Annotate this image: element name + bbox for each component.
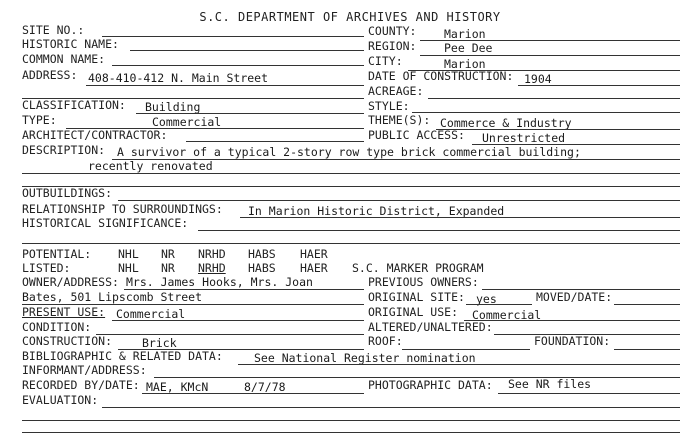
evaluation-label: EVALUATION: bbox=[22, 393, 99, 407]
photographic-data-value: See NR files bbox=[508, 377, 592, 391]
city-label: CITY: bbox=[368, 54, 403, 68]
altered-unaltered-label: ALTERED/UNALTERED: bbox=[368, 320, 493, 334]
original-use-label: ORIGINAL USE: bbox=[368, 305, 459, 319]
potential-option-haer: HAER bbox=[300, 247, 328, 261]
county-value: Marion bbox=[444, 27, 486, 41]
bibliographic-value: See National Register nomination bbox=[254, 351, 476, 365]
themes-label: THEME(S): bbox=[368, 113, 431, 127]
description-line-2 bbox=[22, 173, 680, 174]
roof-label: ROOF: bbox=[368, 334, 403, 348]
potential-label: POTENTIAL: bbox=[22, 247, 92, 261]
moved-date-label: MOVED/DATE: bbox=[536, 290, 613, 304]
sc-marker-program-label: S.C. MARKER PROGRAM bbox=[352, 261, 484, 275]
construction-label: CONSTRUCTION: bbox=[22, 334, 113, 348]
roof-line bbox=[402, 349, 530, 350]
address-label: ADDRESS: bbox=[22, 68, 78, 82]
region-value: Pee Dee bbox=[444, 41, 493, 55]
themes-line bbox=[436, 129, 680, 130]
description-label: DESCRIPTION: bbox=[22, 143, 106, 157]
potential-option-nhl: NHL bbox=[118, 247, 139, 261]
historical-significance-line bbox=[198, 230, 680, 231]
present-use-value: Commercial bbox=[116, 307, 186, 321]
significance-line-2 bbox=[22, 243, 680, 244]
architect-line bbox=[186, 141, 364, 142]
owner-address-label: OWNER/ADDRESS: bbox=[22, 275, 119, 289]
listed-option-habs: HABS bbox=[248, 261, 276, 275]
present-use-line bbox=[112, 320, 364, 321]
address-line bbox=[86, 85, 364, 86]
original-use-value: Commercial bbox=[472, 308, 542, 322]
bibliographic-line bbox=[238, 364, 680, 365]
evaluation-line-1 bbox=[102, 407, 680, 408]
owner-address-value-line-1: Mrs. James Hooks, Mrs. Joan bbox=[126, 275, 313, 289]
potential-option-nrhd: NRHD bbox=[198, 247, 226, 261]
classification-value: Building bbox=[145, 100, 201, 114]
original-site-value: yes bbox=[476, 292, 497, 306]
construction-value: Brick bbox=[142, 336, 177, 350]
themes-value: Commerce & Industry bbox=[440, 116, 572, 130]
present-use-label: PRESENT USE: bbox=[22, 305, 106, 319]
recorded-by-value: MAE, KMcN bbox=[146, 380, 209, 394]
historic-name-line bbox=[130, 50, 364, 51]
style-line bbox=[412, 112, 680, 113]
public-access-label: PUBLIC ACCESS: bbox=[368, 128, 465, 142]
site-no-line bbox=[102, 36, 364, 37]
listed-option-nhl: NHL bbox=[118, 261, 139, 275]
site-no-label: SITE NO.: bbox=[22, 23, 85, 37]
evaluation-line-3 bbox=[22, 432, 680, 433]
original-site-line bbox=[466, 304, 532, 305]
informant-address-label: INFORMANT/ADDRESS: bbox=[22, 363, 147, 377]
listed-option-haer: HAER bbox=[300, 261, 328, 275]
public-access-value: Unrestricted bbox=[482, 131, 566, 145]
acreage-label: ACREAGE: bbox=[368, 84, 424, 98]
date-construction-value: 1904 bbox=[524, 72, 552, 86]
common-name-line bbox=[112, 65, 364, 66]
recorded-by-line bbox=[142, 393, 364, 394]
type-value: Commercial bbox=[152, 115, 222, 129]
potential-option-habs: HABS bbox=[248, 247, 276, 261]
outbuildings-line bbox=[118, 200, 680, 201]
relationship-label: RELATIONSHIP TO SURROUNDINGS: bbox=[22, 202, 223, 216]
moved-date-line bbox=[614, 304, 680, 305]
description-line-3 bbox=[22, 186, 680, 187]
bibliographic-label: BIBLIOGRAPHIC & RELATED DATA: bbox=[22, 349, 223, 363]
style-label: STYLE: bbox=[368, 99, 410, 113]
photographic-data-label: PHOTOGRAPHIC DATA: bbox=[368, 378, 493, 392]
listed-option-nr: NR bbox=[161, 261, 175, 275]
region-line bbox=[420, 55, 680, 56]
county-label: COUNTY: bbox=[368, 24, 417, 38]
relationship-value: In Marion Historic District, Expanded bbox=[248, 204, 505, 218]
listed-option-nrhd-selected: NRHD bbox=[198, 261, 226, 275]
description-value-line-2: recently renovated bbox=[88, 159, 213, 173]
description-value-line-1: A survivor of a typical 2-story row type brick commercial building; bbox=[117, 145, 581, 159]
historic-name-label: HISTORIC NAME: bbox=[22, 37, 119, 51]
date-construction-line bbox=[518, 85, 680, 86]
recorded-by-label: RECORDED BY/DATE: bbox=[22, 378, 140, 392]
condition-label: CONDITION: bbox=[22, 320, 92, 334]
condition-line bbox=[96, 334, 364, 335]
foundation-label: FOUNDATION: bbox=[534, 334, 611, 348]
common-name-label: COMMON NAME: bbox=[22, 52, 106, 66]
original-site-label: ORIGINAL SITE: bbox=[368, 290, 465, 304]
address-value: 408-410-412 N. Main Street bbox=[88, 71, 269, 85]
relationship-line bbox=[240, 217, 680, 218]
outbuildings-label: OUTBUILDINGS: bbox=[22, 186, 113, 200]
owner-address-value-line-2: Bates, 501 Lipscomb Street bbox=[22, 290, 203, 304]
listed-label: LISTED: bbox=[22, 261, 71, 275]
architect-label: ARCHITECT/CONTRACTOR: bbox=[22, 128, 168, 142]
historical-significance-label: HISTORICAL SIGNIFICANCE: bbox=[22, 216, 189, 230]
date-construction-label: DATE OF CONSTRUCTION: bbox=[368, 69, 514, 83]
evaluation-line-2 bbox=[22, 420, 680, 421]
type-label: TYPE: bbox=[22, 113, 57, 127]
photographic-data-line bbox=[498, 393, 680, 394]
recorded-date-value: 8/7/78 bbox=[244, 380, 286, 394]
original-use-line bbox=[464, 320, 680, 321]
potential-option-nr: NR bbox=[161, 247, 175, 261]
form-title: S.C. DEPARTMENT OF ARCHIVES AND HISTORY bbox=[199, 10, 501, 24]
foundation-line bbox=[614, 349, 680, 350]
classification-label: CLASSIFICATION: bbox=[22, 98, 126, 112]
classification-line bbox=[136, 113, 364, 114]
region-label: REGION: bbox=[368, 39, 417, 53]
city-value: Marion bbox=[444, 57, 486, 71]
previous-owners-label: PREVIOUS OWNERS: bbox=[368, 275, 479, 289]
acreage-line bbox=[428, 98, 680, 99]
